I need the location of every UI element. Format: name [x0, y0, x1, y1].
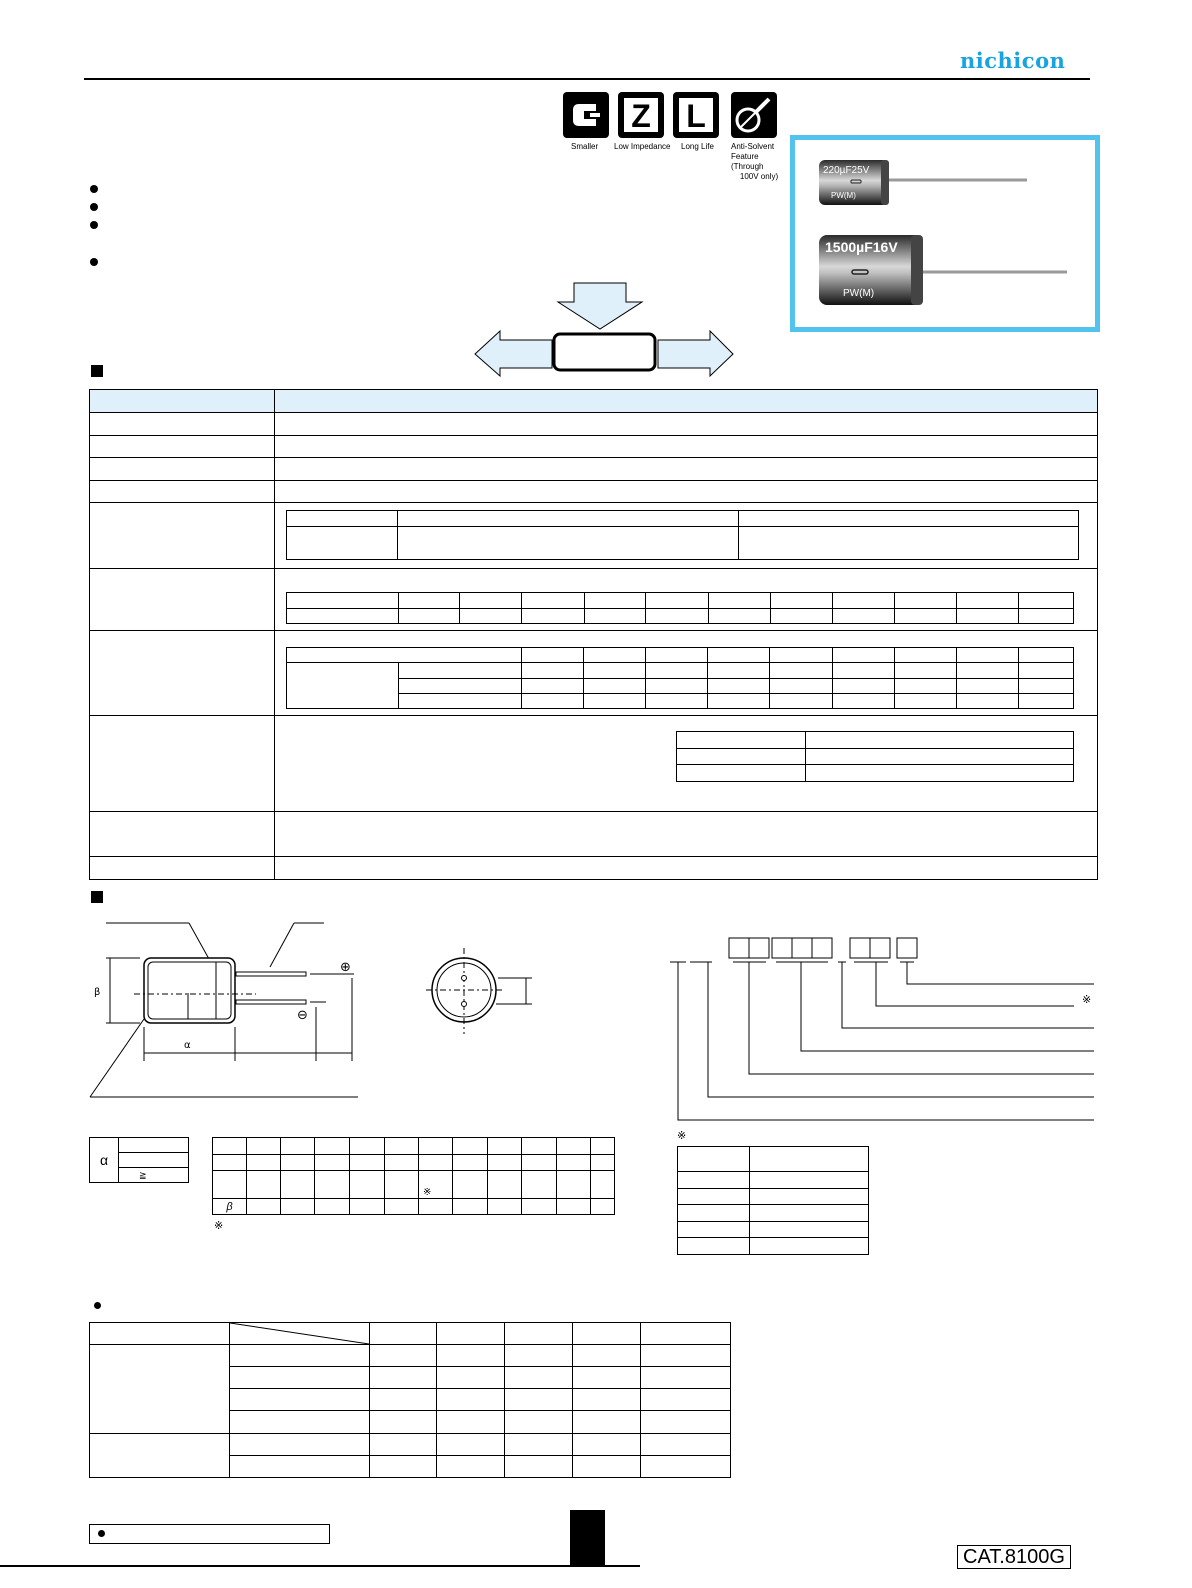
smaller-icon — [563, 92, 609, 138]
feature-label-anti-solvent: Anti-Solvent Feature (Through 100V only) — [731, 142, 779, 181]
feature-label-smaller: Smaller — [571, 142, 599, 151]
footer-note-box — [89, 1524, 330, 1544]
type-note-mark: ※ — [1082, 993, 1092, 1006]
diagonal-header-cell — [230, 1323, 370, 1345]
beta-symbol: β — [213, 1199, 247, 1215]
alpha-ge-symbol: ≧ — [119, 1168, 189, 1183]
small-capacitor-series: PW(M) — [831, 191, 856, 200]
dimension-drawing — [86, 915, 366, 1103]
plus-terminal-label: ⊕ — [340, 960, 351, 975]
feature-label-low-impedance: Low Impedance — [614, 142, 671, 151]
small-capacitor-marking: 220µF25V — [823, 165, 870, 176]
end-view-drawing — [420, 946, 550, 1038]
frequency-coefficient-table — [89, 1322, 731, 1478]
feature-bullet-1 — [90, 185, 98, 193]
large-capacitor-series: PW(M) — [843, 288, 875, 299]
left-arrow — [475, 331, 552, 376]
minus-terminal-label: ⊖ — [297, 1008, 308, 1023]
page-number-tab — [570, 1510, 605, 1566]
leakage-current-subtable — [286, 510, 1079, 560]
low-temperature-subtable — [286, 647, 1074, 709]
specifications-marker — [91, 365, 103, 377]
product-photo — [790, 135, 1100, 332]
beta-table — [212, 1137, 615, 1215]
alpha-dimension: α — [184, 1040, 191, 1051]
drawing-marker — [91, 891, 103, 903]
footer-bullet — [98, 1530, 105, 1537]
capacitor-illustration — [795, 140, 1095, 327]
tangent-delta-subtable — [286, 592, 1074, 624]
right-arrow — [658, 331, 733, 376]
feature-bullet-2 — [90, 203, 98, 211]
long-life-icon — [673, 92, 719, 138]
footer-rule — [0, 1565, 640, 1567]
long-life-glyph: L — [686, 98, 706, 134]
type-table-note-mark: ※ — [677, 1130, 687, 1142]
anti-solvent-icon — [731, 92, 777, 138]
capacitor-outline — [144, 958, 235, 1023]
series-relation-diagram — [470, 282, 740, 377]
beta-footnote-mark: ※ — [214, 1220, 224, 1232]
feature-label-long-life: Long Life — [681, 142, 714, 151]
diagonal-line — [230, 1323, 369, 1344]
low-impedance-glyph: Z — [631, 98, 651, 134]
feature-bullet-3 — [90, 221, 98, 229]
type-numbering-diagram — [668, 934, 1098, 1124]
large-capacitor-marking: 1500µF16V — [825, 239, 898, 255]
header-rule — [84, 78, 1090, 80]
low-impedance-icon — [618, 92, 664, 138]
brand-logo: nichicon — [960, 48, 1066, 73]
down-arrow — [558, 283, 642, 329]
endurance-subtable — [676, 731, 1074, 782]
feature-bullet-4 — [90, 258, 98, 266]
frequency-bullet — [94, 1302, 101, 1309]
alpha-table — [89, 1137, 189, 1183]
beta-dimension: β — [94, 987, 101, 998]
catalog-number: CAT.8100G — [957, 1545, 1071, 1569]
specifications-table — [89, 389, 1098, 880]
beta-note-mark: ※ — [419, 1171, 453, 1199]
spec-header-row — [90, 390, 1097, 412]
type-code-table — [677, 1146, 869, 1255]
series-box — [554, 334, 655, 370]
alpha-symbol: α — [90, 1138, 119, 1183]
